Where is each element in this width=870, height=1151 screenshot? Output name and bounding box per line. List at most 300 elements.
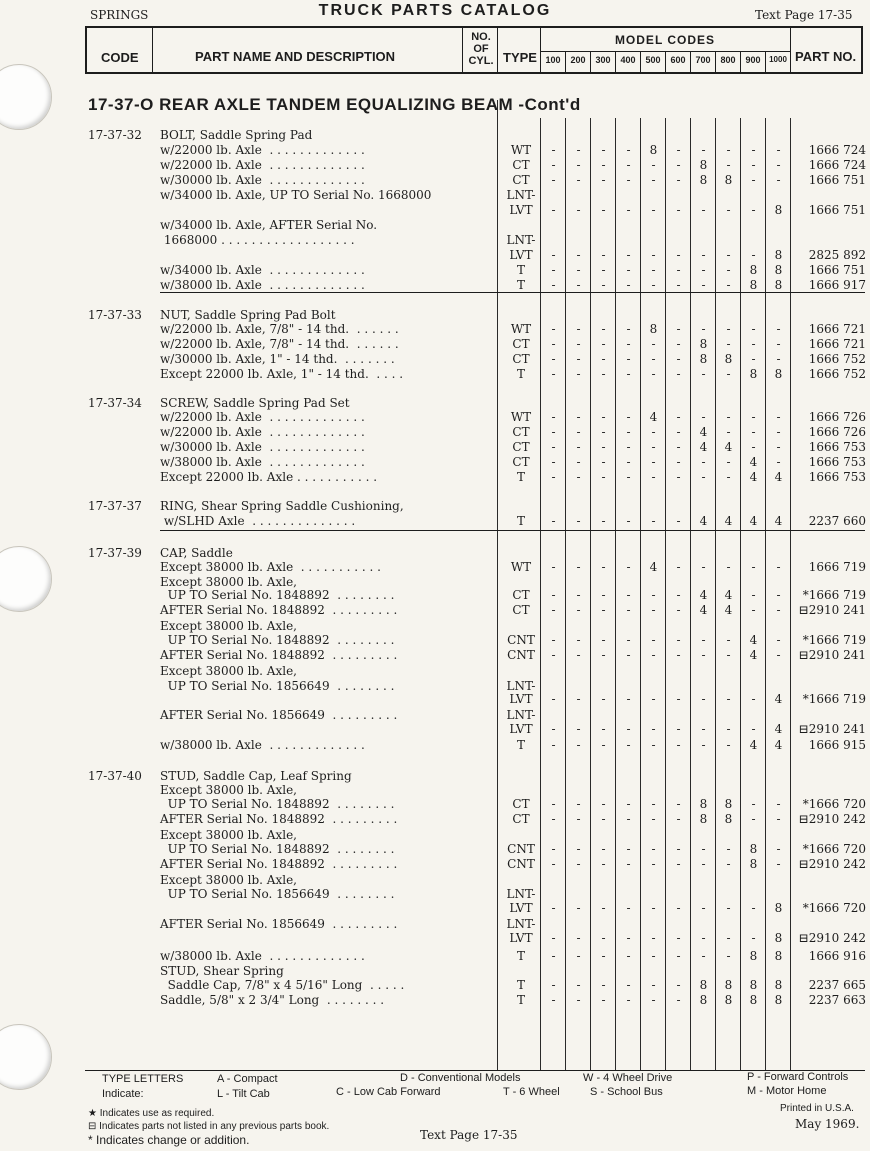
model-quantity: - bbox=[776, 560, 781, 574]
part-type: CNT bbox=[507, 633, 535, 647]
model-quantity: - bbox=[551, 560, 556, 574]
part-number: ⊟2910 241 bbox=[798, 648, 866, 662]
model-quantity: 4 bbox=[724, 588, 733, 602]
model-quantity: - bbox=[676, 455, 681, 469]
model-quantity: 8 bbox=[724, 352, 733, 366]
table-row bbox=[0, 797, 870, 812]
table-row bbox=[0, 233, 870, 248]
model-quantity: - bbox=[551, 949, 556, 963]
model-code: 800 bbox=[720, 55, 736, 65]
model-quantity: 8 bbox=[699, 337, 708, 351]
model-quantity: - bbox=[726, 842, 731, 856]
binder-hole-top bbox=[0, 64, 52, 130]
model-quantity: - bbox=[676, 797, 681, 811]
model-quantity: 8 bbox=[649, 322, 658, 336]
header-part-name: PART NAME AND DESCRIPTION bbox=[195, 49, 396, 64]
model-quantity: - bbox=[576, 322, 581, 336]
model-quantity: - bbox=[751, 143, 756, 157]
part-description: AFTER Serial No. 1848892 . . . . . . . . . bbox=[160, 648, 398, 662]
model-code: 700 bbox=[695, 55, 711, 65]
model-quantity: - bbox=[651, 173, 656, 187]
model-quantity: - bbox=[701, 738, 706, 752]
model-quantity: - bbox=[751, 797, 756, 811]
model-quantity: - bbox=[626, 514, 631, 528]
model-quantity: - bbox=[551, 337, 556, 351]
model-quantity: - bbox=[626, 949, 631, 963]
model-quantity: - bbox=[576, 173, 581, 187]
model-quantity: - bbox=[601, 322, 606, 336]
model-quantity: - bbox=[626, 158, 631, 172]
part-number: *1666 719 bbox=[802, 692, 866, 706]
model-quantity: - bbox=[676, 158, 681, 172]
model-quantity: 4 bbox=[724, 514, 733, 528]
part-description: Except 38000 lb. Axle, bbox=[160, 619, 297, 633]
model-quantity: - bbox=[576, 203, 581, 217]
model-quantity: - bbox=[701, 410, 706, 424]
model-quantity: - bbox=[776, 812, 781, 826]
model-quantity: - bbox=[626, 440, 631, 454]
model-quantity: 8 bbox=[699, 173, 708, 187]
part-description: w/22000 lb. Axle, 7/8" - 14 thd. . . . . . . bbox=[160, 322, 399, 336]
part-number: 2825 892 bbox=[808, 248, 866, 262]
model-quantity: - bbox=[726, 857, 731, 871]
table-row bbox=[0, 203, 870, 218]
model-quantity: - bbox=[551, 633, 556, 647]
model-quantity: - bbox=[601, 425, 606, 439]
model-quantity: - bbox=[601, 842, 606, 856]
model-quantity: - bbox=[676, 588, 681, 602]
model-quantity: - bbox=[651, 470, 656, 484]
table-row bbox=[0, 352, 870, 367]
part-description: w/30000 lb. Axle . . . . . . . . . . . . . bbox=[160, 173, 365, 187]
part-type: LNT- bbox=[506, 233, 536, 247]
model-quantity: - bbox=[701, 367, 706, 381]
part-number: *1666 720 bbox=[802, 842, 866, 856]
part-type: LNT- bbox=[506, 917, 536, 931]
model-quantity: - bbox=[776, 857, 781, 871]
model-quantity: 8 bbox=[699, 812, 708, 826]
part-type: T bbox=[516, 470, 525, 484]
part-description: w/34000 lb. Axle, UP TO Serial No. 1668000 bbox=[160, 188, 432, 202]
model-quantity: - bbox=[751, 425, 756, 439]
model-quantity: - bbox=[676, 993, 681, 1007]
part-number: *1666 719 bbox=[802, 633, 866, 647]
model-quantity: - bbox=[551, 931, 556, 945]
model-quantity: - bbox=[701, 560, 706, 574]
model-quantity: - bbox=[751, 352, 756, 366]
model-quantity: - bbox=[651, 931, 656, 945]
legend-s: S - School Bus bbox=[590, 1086, 663, 1098]
part-description: RING, Shear Spring Saddle Cushioning, bbox=[160, 499, 404, 513]
part-number: 1666 726 bbox=[808, 425, 866, 439]
table-row bbox=[0, 499, 870, 514]
header-type: TYPE bbox=[503, 50, 537, 65]
model-quantity: - bbox=[651, 248, 656, 262]
model-quantity: - bbox=[726, 410, 731, 424]
table-row bbox=[0, 308, 870, 323]
part-number: 1666 752 bbox=[808, 367, 866, 381]
model-quantity: - bbox=[676, 143, 681, 157]
part-description: w/38000 lb. Axle . . . . . . . . . . . . . bbox=[160, 455, 365, 469]
part-number: 1666 752 bbox=[808, 352, 866, 366]
model-quantity: - bbox=[626, 455, 631, 469]
model-quantity: - bbox=[576, 857, 581, 871]
model-quantity: 8 bbox=[749, 263, 758, 277]
model-quantity: - bbox=[576, 722, 581, 736]
part-description: UP TO Serial No. 1856649 . . . . . . . . bbox=[160, 887, 395, 901]
part-number: 1666 915 bbox=[808, 738, 866, 752]
model-quantity: - bbox=[626, 797, 631, 811]
model-quantity: 4 bbox=[699, 588, 708, 602]
model-quantity: 4 bbox=[749, 648, 758, 662]
part-type: CNT bbox=[507, 648, 535, 662]
part-type: T bbox=[516, 993, 525, 1007]
part-type: T bbox=[516, 278, 525, 292]
part-type: T bbox=[516, 978, 525, 992]
model-quantity: - bbox=[601, 455, 606, 469]
table-row bbox=[0, 857, 870, 872]
model-quantity: - bbox=[751, 158, 756, 172]
part-type: LNT- bbox=[506, 708, 536, 722]
model-quantity: 4 bbox=[774, 722, 783, 736]
table-row bbox=[0, 692, 870, 707]
model-quantity: - bbox=[701, 203, 706, 217]
model-quantity: - bbox=[601, 603, 606, 617]
model-quantity: - bbox=[601, 337, 606, 351]
model-quantity: 8 bbox=[724, 797, 733, 811]
part-description: AFTER Serial No. 1856649 . . . . . . . . . bbox=[160, 708, 398, 722]
part-description: w/38000 lb. Axle . . . . . . . . . . . . . bbox=[160, 738, 365, 752]
model-quantity: - bbox=[626, 143, 631, 157]
part-description: BOLT, Saddle Spring Pad bbox=[160, 128, 313, 142]
table-row bbox=[0, 218, 870, 233]
model-quantity: - bbox=[551, 352, 556, 366]
part-type: CT bbox=[512, 158, 530, 172]
model-quantity: - bbox=[576, 278, 581, 292]
part-number: ⊟2910 241 bbox=[798, 603, 866, 617]
model-quantity: - bbox=[776, 842, 781, 856]
model-quantity: - bbox=[676, 648, 681, 662]
model-quantity: - bbox=[626, 993, 631, 1007]
model-quantity: - bbox=[551, 692, 556, 706]
model-quantity: - bbox=[626, 738, 631, 752]
model-quantity: - bbox=[701, 901, 706, 915]
model-quantity: - bbox=[601, 278, 606, 292]
model-quantity: - bbox=[576, 692, 581, 706]
model-quantity: 8 bbox=[749, 993, 758, 1007]
model-quantity: 4 bbox=[774, 692, 783, 706]
part-type: CT bbox=[512, 352, 530, 366]
group-separator bbox=[160, 530, 865, 531]
table-row bbox=[0, 173, 870, 188]
model-quantity: 8 bbox=[774, 931, 783, 945]
model-quantity: - bbox=[751, 603, 756, 617]
part-type: WT bbox=[510, 322, 532, 336]
model-quantity: - bbox=[601, 514, 606, 528]
table-row bbox=[0, 917, 870, 932]
table-row bbox=[0, 722, 870, 737]
table-row bbox=[0, 633, 870, 648]
model-quantity: 8 bbox=[749, 278, 758, 292]
part-description: w/30000 lb. Axle . . . . . . . . . . . . . bbox=[160, 440, 365, 454]
legend-w: W - 4 Wheel Drive bbox=[583, 1072, 673, 1084]
part-number: *1666 720 bbox=[802, 797, 866, 811]
model-quantity: - bbox=[751, 440, 756, 454]
table-row bbox=[0, 455, 870, 470]
part-description: w/22000 lb. Axle . . . . . . . . . . . . . bbox=[160, 410, 365, 424]
model-quantity: - bbox=[726, 738, 731, 752]
part-number: ⊟2910 242 bbox=[798, 812, 866, 826]
model-quantity: - bbox=[576, 949, 581, 963]
part-description: STUD, Saddle Cap, Leaf Spring bbox=[160, 769, 352, 783]
part-number: ⊟2910 242 bbox=[798, 931, 866, 945]
model-quantity: - bbox=[551, 455, 556, 469]
model-quantity: - bbox=[676, 692, 681, 706]
model-quantity: - bbox=[576, 812, 581, 826]
model-quantity: - bbox=[551, 173, 556, 187]
part-type: T bbox=[516, 263, 525, 277]
part-description: Saddle Cap, 7/8" x 4 5/16" Long . . . . . bbox=[160, 978, 405, 992]
model-quantity: - bbox=[726, 633, 731, 647]
table-row bbox=[0, 964, 870, 979]
model-quantity: 8 bbox=[774, 263, 783, 277]
model-code: 100 bbox=[545, 55, 561, 65]
model-quantity: - bbox=[776, 797, 781, 811]
model-quantity: - bbox=[576, 367, 581, 381]
part-code: 17-37-32 bbox=[88, 128, 142, 142]
model-quantity: - bbox=[676, 738, 681, 752]
part-type: LVT bbox=[509, 931, 533, 945]
model-quantity: - bbox=[776, 322, 781, 336]
model-quantity: - bbox=[751, 560, 756, 574]
table-row bbox=[0, 278, 870, 293]
model-quantity: - bbox=[626, 812, 631, 826]
model-quantity: - bbox=[551, 812, 556, 826]
page-number: Text Page 17-35 bbox=[755, 8, 853, 22]
model-quantity: - bbox=[776, 143, 781, 157]
model-quantity: - bbox=[601, 143, 606, 157]
model-quantity: - bbox=[626, 367, 631, 381]
model-quantity: - bbox=[651, 949, 656, 963]
legend-c: C - Low Cab Forward bbox=[336, 1086, 441, 1098]
model-code: 300 bbox=[595, 55, 611, 65]
part-code: 17-37-40 bbox=[88, 769, 142, 783]
model-quantity: - bbox=[601, 738, 606, 752]
model-quantity: 8 bbox=[749, 978, 758, 992]
model-quantity: - bbox=[576, 797, 581, 811]
model-quantity: - bbox=[726, 470, 731, 484]
model-quantity: - bbox=[551, 440, 556, 454]
model-quantity: 8 bbox=[699, 158, 708, 172]
model-quantity: - bbox=[651, 842, 656, 856]
legend-type-letters: TYPE LETTERS bbox=[102, 1073, 184, 1085]
model-quantity: 8 bbox=[749, 367, 758, 381]
table-row bbox=[0, 978, 870, 993]
note-not-listed: ⊟ Indicates parts not listed in any previous parts book. bbox=[88, 1121, 330, 1132]
model-quantity: - bbox=[651, 278, 656, 292]
model-quantity: - bbox=[701, 248, 706, 262]
legend-p: P - Forward Controls bbox=[747, 1071, 849, 1083]
model-quantity: - bbox=[626, 278, 631, 292]
model-quantity: - bbox=[776, 410, 781, 424]
model-quantity: - bbox=[626, 857, 631, 871]
model-quantity: - bbox=[551, 588, 556, 602]
table-row bbox=[0, 546, 870, 561]
model-quantity: - bbox=[676, 722, 681, 736]
legend-a: A - Compact bbox=[217, 1073, 278, 1085]
model-quantity: - bbox=[726, 692, 731, 706]
model-quantity: - bbox=[651, 857, 656, 871]
part-description: UP TO Serial No. 1856649 . . . . . . . . bbox=[160, 679, 395, 693]
model-quantity: - bbox=[626, 931, 631, 945]
model-quantity: - bbox=[676, 470, 681, 484]
model-quantity: - bbox=[676, 322, 681, 336]
model-quantity: - bbox=[601, 560, 606, 574]
part-description: w/34000 lb. Axle, AFTER Serial No. bbox=[160, 218, 378, 232]
model-quantity: - bbox=[751, 588, 756, 602]
part-code: 17-37-34 bbox=[88, 396, 142, 410]
model-quantity: 8 bbox=[774, 278, 783, 292]
table-row bbox=[0, 337, 870, 352]
model-code: 900 bbox=[745, 55, 761, 65]
model-quantity: - bbox=[601, 857, 606, 871]
model-quantity: - bbox=[551, 993, 556, 1007]
model-quantity: - bbox=[551, 514, 556, 528]
model-quantity: - bbox=[651, 352, 656, 366]
part-description: Except 22000 lb. Axle . . . . . . . . . . . bbox=[160, 470, 378, 484]
model-quantity: - bbox=[676, 812, 681, 826]
header-model-codes: MODEL CODES bbox=[614, 33, 716, 47]
part-description: Except 38000 lb. Axle, bbox=[160, 828, 297, 842]
model-quantity: - bbox=[701, 278, 706, 292]
part-description: 1668000 . . . . . . . . . . . . . . . . . . bbox=[160, 233, 355, 247]
part-type: LVT bbox=[509, 692, 533, 706]
legend-l: L - Tilt Cab bbox=[217, 1088, 270, 1100]
model-quantity: 4 bbox=[749, 738, 758, 752]
model-quantity: - bbox=[676, 203, 681, 217]
legend-indicate: Indicate: bbox=[102, 1088, 144, 1100]
model-quantity: - bbox=[726, 203, 731, 217]
part-type: CT bbox=[512, 588, 530, 602]
model-quantity: - bbox=[651, 263, 656, 277]
part-description: SCREW, Saddle Spring Pad Set bbox=[160, 396, 350, 410]
part-number: 1666 916 bbox=[808, 949, 866, 963]
model-quantity: - bbox=[651, 455, 656, 469]
model-quantity: - bbox=[601, 993, 606, 1007]
model-quantity: 8 bbox=[774, 978, 783, 992]
model-quantity: - bbox=[626, 322, 631, 336]
legend-d: D - Conventional Models bbox=[400, 1072, 521, 1084]
part-number: *1666 719 bbox=[802, 588, 866, 602]
model-quantity: - bbox=[551, 322, 556, 336]
model-quantity: 8 bbox=[749, 842, 758, 856]
model-quantity: - bbox=[576, 931, 581, 945]
model-quantity: 4 bbox=[649, 410, 658, 424]
model-quantity: - bbox=[626, 352, 631, 366]
model-quantity: - bbox=[601, 648, 606, 662]
table-row bbox=[0, 440, 870, 455]
model-quantity: - bbox=[601, 470, 606, 484]
part-description: w/22000 lb. Axle . . . . . . . . . . . . . bbox=[160, 425, 365, 439]
part-number: 2237 665 bbox=[808, 978, 866, 992]
table-row bbox=[0, 425, 870, 440]
model-quantity: - bbox=[626, 263, 631, 277]
model-quantity: - bbox=[751, 173, 756, 187]
part-type: WT bbox=[510, 560, 532, 574]
model-quantity: 4 bbox=[699, 440, 708, 454]
part-type: WT bbox=[510, 143, 532, 157]
table-row bbox=[0, 901, 870, 916]
model-quantity: 8 bbox=[699, 978, 708, 992]
model-code: 400 bbox=[620, 55, 636, 65]
model-quantity: - bbox=[701, 263, 706, 277]
table-row bbox=[0, 588, 870, 603]
model-quantity: - bbox=[626, 203, 631, 217]
model-quantity: - bbox=[676, 514, 681, 528]
part-description: Except 38000 lb. Axle, bbox=[160, 664, 297, 678]
model-quantity: - bbox=[651, 978, 656, 992]
section-title: 17-37-O REAR AXLE TANDEM EQUALIZING BEAM -Cont'd bbox=[88, 95, 581, 114]
model-quantity: - bbox=[751, 812, 756, 826]
model-quantity: - bbox=[626, 633, 631, 647]
part-description: UP TO Serial No. 1848892 . . . . . . . . bbox=[160, 842, 395, 856]
model-quantity: - bbox=[576, 978, 581, 992]
table-row bbox=[0, 648, 870, 663]
part-type: CT bbox=[512, 455, 530, 469]
table-row bbox=[0, 949, 870, 964]
model-quantity: 4 bbox=[699, 603, 708, 617]
part-type: LVT bbox=[509, 722, 533, 736]
part-number: 1666 751 bbox=[808, 173, 866, 187]
part-description: UP TO Serial No. 1848892 . . . . . . . . bbox=[160, 588, 395, 602]
model-quantity: - bbox=[601, 248, 606, 262]
model-quantity: - bbox=[651, 692, 656, 706]
model-quantity: - bbox=[551, 797, 556, 811]
model-quantity: - bbox=[676, 367, 681, 381]
model-quantity: - bbox=[576, 993, 581, 1007]
model-quantity: - bbox=[626, 470, 631, 484]
model-quantity: - bbox=[701, 722, 706, 736]
note-change: * Indicates change or addition. bbox=[88, 1133, 250, 1147]
model-quantity: - bbox=[651, 588, 656, 602]
part-number: 1666 753 bbox=[808, 440, 866, 454]
model-quantity: - bbox=[576, 425, 581, 439]
model-quantity: 8 bbox=[774, 203, 783, 217]
part-description: UP TO Serial No. 1848892 . . . . . . . . bbox=[160, 797, 395, 811]
part-number: ⊟2910 241 bbox=[798, 722, 866, 736]
model-quantity: - bbox=[701, 842, 706, 856]
part-description: NUT, Saddle Spring Pad Bolt bbox=[160, 308, 336, 322]
part-description: Except 38000 lb. Axle, bbox=[160, 873, 297, 887]
model-quantity: - bbox=[601, 692, 606, 706]
model-quantity: - bbox=[626, 588, 631, 602]
model-quantity: - bbox=[576, 842, 581, 856]
part-number: *1666 720 bbox=[802, 901, 866, 915]
model-code: 200 bbox=[570, 55, 586, 65]
model-quantity: - bbox=[751, 248, 756, 262]
model-quantity: - bbox=[576, 410, 581, 424]
model-quantity: - bbox=[576, 633, 581, 647]
model-quantity: - bbox=[676, 173, 681, 187]
model-quantity: - bbox=[551, 901, 556, 915]
model-quantity: - bbox=[726, 337, 731, 351]
model-quantity: - bbox=[751, 410, 756, 424]
model-quantity: - bbox=[676, 857, 681, 871]
model-quantity: - bbox=[626, 648, 631, 662]
model-quantity: - bbox=[551, 722, 556, 736]
part-type: CT bbox=[512, 440, 530, 454]
model-quantity: - bbox=[751, 203, 756, 217]
